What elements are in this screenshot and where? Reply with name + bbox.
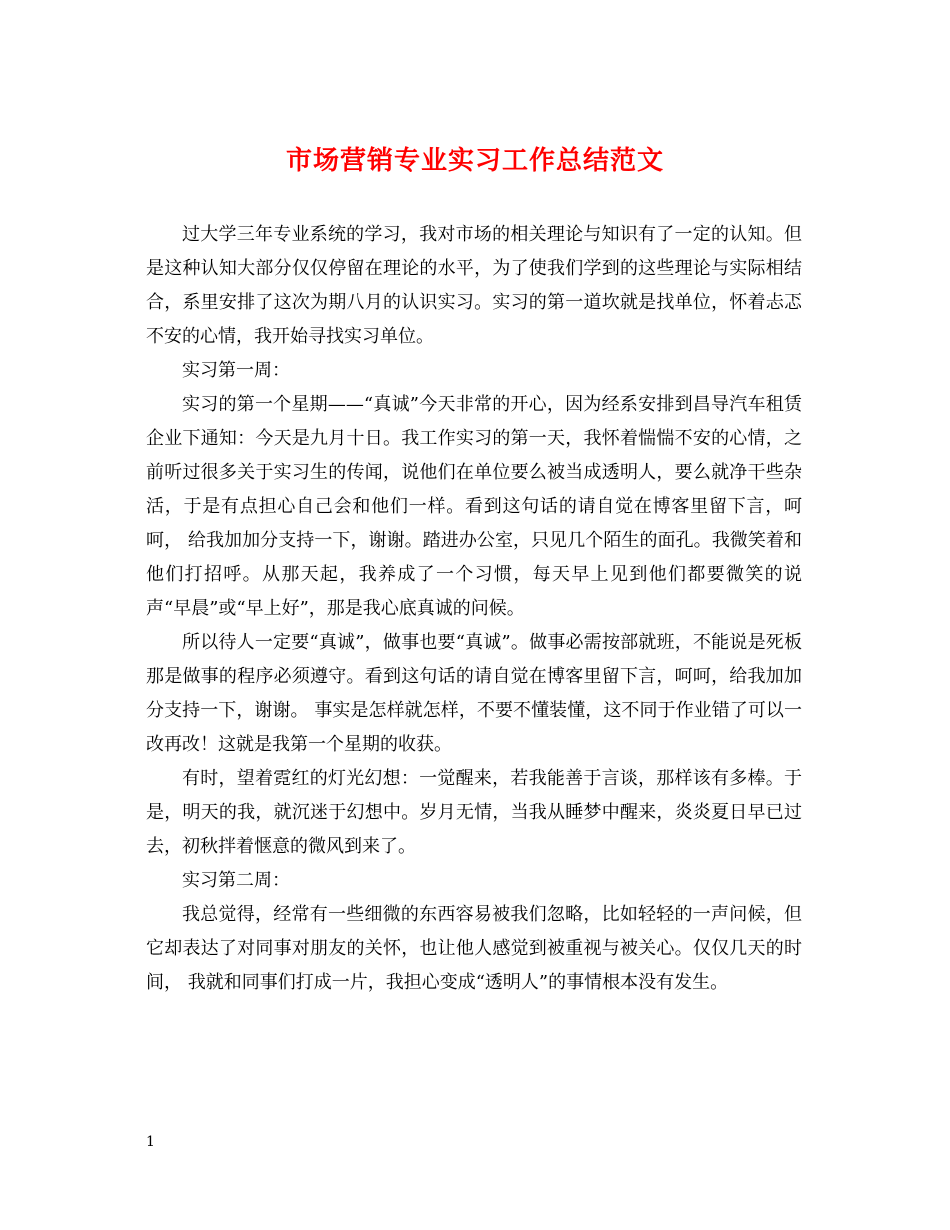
paragraph-intro: 过大学三年专业系统的学习，我对市场的相关理论与知识有了一定的认知。但是这种认知大部分仅仅停留在理论的水平，为了使我们学到的这些理论与实际相结合，系里安排了这次为期八月的认识实习。实习的第一道坎就是找单位，怀着忐忑不安的心情，我开始寻找实习单位。 [146, 224, 802, 347]
page-number: 1 [146, 1134, 155, 1150]
document-title: 市场营销专业实习工作总结范文 [285, 146, 664, 176]
paragraph-fantasy: 有时，望着霓红的灯光幻想：一觉醒来，若我能善于言谈，那样该有多棒。于是，明天的我，就沉迷于幻想中。岁月无情，当我从睡梦中醒来，炎炎夏日早已过去，初秋拌着惬意的微风到来了。 [146, 768, 802, 857]
section-heading-week-1: 实习第一周： [182, 360, 290, 381]
paragraph-week-1-first: 实习的第一个星期——“真诚”今天非常的开心，因为经系安排到昌导汽车租赁企业下通知：今天是九月十日。我工作实习的第一天，我怀着惴惴不安的心情，之前听过很多关于实习生的传闻，说他们在单位要么被当成透明人，要么就净干些杂活，于是有点担心自己会和他们一样。看到这句话的请自觉在博客里留下言，呵呵， 给我加加分支持一下，谢谢。踏进办公室，只见几个陌生的面孔。我微笑着和他们打招呼。从那天起，我养成了一个习惯，每天早上见到他们都要微笑的说声“早晨”或“早上好”，那是我心底真诚的问候。 [146, 394, 802, 619]
document-body [146, 218, 802, 1000]
paragraph-week-2: 我总觉得，经常有一些细微的东西容易被我们忽略，比如轻轻的一声问候，但它却表达了对同事对朋友的关怀，也让他人感觉到被重视与被关心。仅仅几天的时间， 我就和同事们打成一片，我担心变成“透明人”的事情根本没有发生。 [146, 904, 802, 993]
paragraph-sincerity: 所以待人一定要“真诚”，做事也要“真诚”。做事必需按部就班，不能说是死板那是做事的程序必须遵守。看到这句话的请自觉在博客里留下言，呵呵，给我加加分支持一下，谢谢。 事实是怎样就怎样，不要不懂装懂，这不同于作业错了可以一改再改！这就是我第一个星期的收获。 [146, 632, 802, 755]
section-heading-week-2: 实习第二周： [182, 870, 290, 891]
